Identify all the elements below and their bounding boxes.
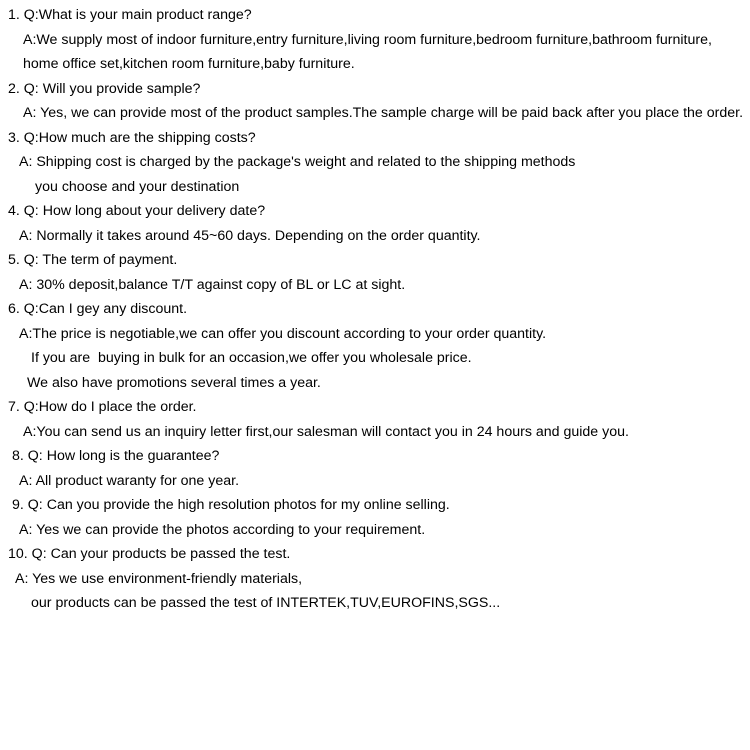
faq-answer-6-line-2: If you are buying in bulk for an occasion,we offer you wholesale price. <box>31 350 472 366</box>
faq-question-6: 6. Q:Can I gey any discount. <box>8 301 188 317</box>
faq-answer-2-line-1: A: Yes, we can provide most of the product samples.The sample charge will be paid back after you place the order. <box>23 105 744 121</box>
faq-answer-1-line-2: home office set,kitchen room furniture,baby furniture. <box>23 56 355 72</box>
faq-answer-3-line-1: A: Shipping cost is charged by the package's weight and related to the shipping methods <box>19 154 576 170</box>
faq-answer-6-line-1: A:The price is negotiable,we can offer you discount according to your order quantity. <box>19 325 547 342</box>
faq-question-2: 2. Q: Will you provide sample? <box>8 80 201 97</box>
faq-answer-8-line-1: A: All product waranty for one year. <box>19 472 240 489</box>
faq-question-4: 4. Q: How long about your delivery date? <box>8 203 266 219</box>
faq-answer-10-line-1: A: Yes we use environment-friendly materials, <box>15 570 303 587</box>
faq-question-1: 1. Q:What is your main product range? <box>8 7 252 23</box>
faq-question-5: 5. Q: The term of payment. <box>8 252 178 268</box>
faq-question-8: 8. Q: How long is the guarantee? <box>12 448 220 464</box>
faq-answer-6-line-3: We also have promotions several times a year. <box>27 374 321 391</box>
faq-question-10: 10. Q: Can your products be passed the test. <box>8 546 291 562</box>
faq-answer-5-line-1: A: 30% deposit,balance T/T against copy of BL or LC at sight. <box>19 276 406 293</box>
faq-question-7: 7. Q:How do I place the order. <box>8 399 197 415</box>
faq-answer-7-line-1: A:You can send us an inquiry letter first,our salesman will contact you in 24 hours and guide you. <box>23 423 629 440</box>
faq-answer-4-line-1: A: Normally it takes around 45~60 days. Depending on the order quantity. <box>19 227 481 244</box>
faq-answer-10-line-2: our products can be passed the test of INTERTEK,TUV,EUROFINS,SGS... <box>31 595 501 611</box>
faq-answer-9-line-1: A: Yes we can provide the photos according to your requirement. <box>19 521 426 538</box>
faq-answer-3-line-2: you choose and your destination <box>35 178 240 195</box>
faq-question-9: 9. Q: Can you provide the high resolution photos for my online selling. <box>12 497 450 513</box>
faq-answer-1-line-1: A:We supply most of indoor furniture,entry furniture,living room furniture,bedroom furniture,bathroom furniture, <box>23 31 712 48</box>
faq-question-3: 3. Q:How much are the shipping costs? <box>8 129 256 146</box>
